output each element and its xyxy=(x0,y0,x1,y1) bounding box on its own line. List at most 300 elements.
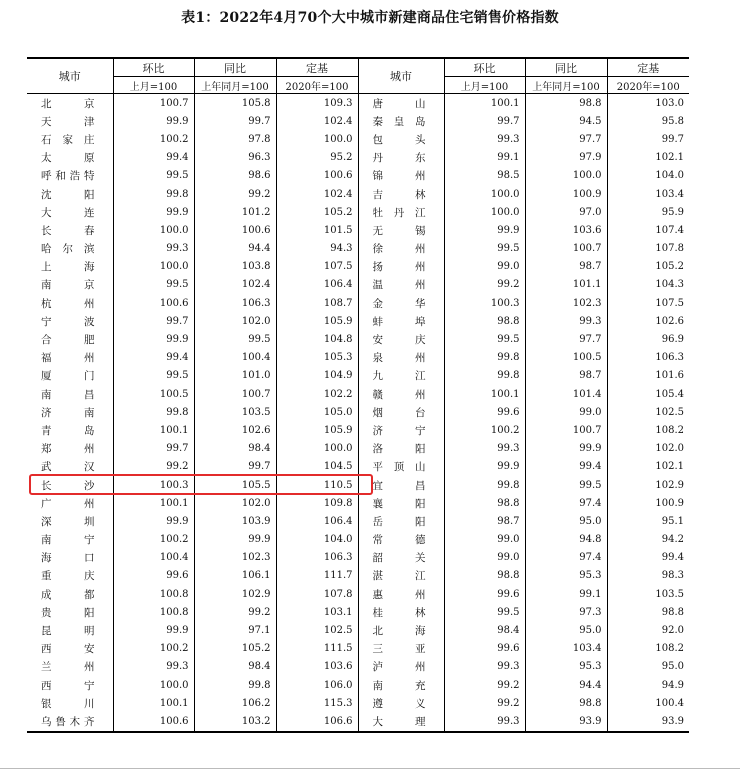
city-name-cell: 蚌埠 xyxy=(358,312,444,330)
yoy-cell: 99.8 xyxy=(194,676,276,694)
mom-cell: 100.4 xyxy=(113,549,194,567)
base-cell: 108.2 xyxy=(655,424,684,436)
city-name-cell: 深圳 xyxy=(27,512,113,530)
yoy-header: 同比 xyxy=(194,58,276,77)
mom-cell: 98.8 xyxy=(444,312,525,330)
mom-cell: 100.0 xyxy=(444,185,525,203)
mom-cell: 99.9 xyxy=(444,458,525,476)
mom-cell: 99.6 xyxy=(444,640,525,658)
base-subheader: 2020年=100 xyxy=(276,77,358,94)
table-row xyxy=(27,349,689,367)
mom-cell: 100.8 xyxy=(113,603,194,621)
mom-cell: 99.5 xyxy=(444,603,525,621)
city-header: 城市 xyxy=(27,58,113,94)
yoy-cell: 94.4 xyxy=(194,240,276,258)
mom-cell: 99.3 xyxy=(444,712,525,731)
yoy-cell: 98.7 xyxy=(525,258,607,276)
yoy-cell: 99.3 xyxy=(525,312,607,330)
table-row xyxy=(27,603,689,621)
city-name-cell: 襄阳 xyxy=(358,494,444,512)
base-cell: 104.5 xyxy=(276,458,358,476)
mom-cell: 100.0 xyxy=(113,221,194,239)
mom-cell: 100.2 xyxy=(113,531,194,549)
yoy-cell: 98.7 xyxy=(525,367,607,385)
city-name-cell: 贵阳 xyxy=(27,603,113,621)
base-cell: 106.3 xyxy=(276,549,358,567)
table-row xyxy=(27,621,689,639)
yoy-cell: 105.2 xyxy=(194,640,276,658)
base-cell: 107.4 xyxy=(655,224,684,236)
city-name-cell: 长春 xyxy=(27,221,113,239)
city-name-cell: 重庆 xyxy=(27,567,113,585)
yoy-cell: 99.7 xyxy=(194,458,276,476)
mom-cell: 99.2 xyxy=(113,458,194,476)
mom-cell: 100.1 xyxy=(444,385,525,403)
city-name-cell: 洛阳 xyxy=(358,440,444,458)
base-cell: 102.2 xyxy=(276,385,358,403)
table-row xyxy=(27,185,689,203)
base-cell: 103.6 xyxy=(276,658,358,676)
yoy-cell: 102.3 xyxy=(194,549,276,567)
base-cell: 102.9 xyxy=(655,479,684,491)
table-row xyxy=(27,258,689,276)
base-cell: 100.9 xyxy=(655,497,684,509)
mom-cell: 99.9 xyxy=(113,112,194,130)
mom-cell: 100.0 xyxy=(113,676,194,694)
mom-cell: 99.5 xyxy=(444,330,525,348)
city-name-cell: 西宁 xyxy=(27,676,113,694)
base-header: 定基 xyxy=(607,58,689,77)
city-name-cell: 宁波 xyxy=(27,312,113,330)
mom-cell: 100.5 xyxy=(113,385,194,403)
table-row xyxy=(27,658,689,676)
mom-cell: 99.5 xyxy=(444,240,525,258)
yoy-cell: 97.8 xyxy=(194,130,276,148)
base-cell: 107.8 xyxy=(276,585,358,603)
mom-cell: 98.8 xyxy=(444,567,525,585)
base-cell: 106.0 xyxy=(276,676,358,694)
city-name-cell: 厦门 xyxy=(27,367,113,385)
base-cell: 105.2 xyxy=(655,261,684,273)
yoy-cell: 100.0 xyxy=(525,167,607,185)
city-name-cell: 济宁 xyxy=(358,421,444,439)
base-cell: 92.0 xyxy=(661,625,684,637)
base-cell: 100.0 xyxy=(276,440,358,458)
yoy-cell: 94.8 xyxy=(525,531,607,549)
yoy-cell: 99.1 xyxy=(525,585,607,603)
base-cell: 105.4 xyxy=(655,388,684,400)
yoy-cell: 99.2 xyxy=(194,603,276,621)
city-name-cell: 韶关 xyxy=(358,549,444,567)
base-cell: 108.2 xyxy=(655,643,684,655)
mom-cell: 99.5 xyxy=(113,167,194,185)
city-name-cell: 天津 xyxy=(27,112,113,130)
base-cell: 105.9 xyxy=(276,421,358,439)
base-cell: 110.5 xyxy=(276,476,358,494)
mom-cell: 100.3 xyxy=(113,476,194,494)
base-cell: 104.0 xyxy=(276,531,358,549)
base-cell: 95.0 xyxy=(661,661,684,673)
mom-cell: 99.8 xyxy=(444,367,525,385)
mom-cell: 99.7 xyxy=(113,440,194,458)
yoy-cell: 102.0 xyxy=(194,312,276,330)
base-cell: 107.5 xyxy=(655,297,684,309)
base-cell: 100.0 xyxy=(276,130,358,148)
city-name-cell: 北海 xyxy=(358,621,444,639)
city-name-cell: 安庆 xyxy=(358,330,444,348)
table-row xyxy=(27,167,689,185)
city-name-cell: 泉州 xyxy=(358,349,444,367)
yoy-cell: 97.1 xyxy=(194,621,276,639)
city-name-cell: 武汉 xyxy=(27,458,113,476)
base-header: 定基 xyxy=(276,58,358,77)
yoy-cell: 103.2 xyxy=(194,712,276,731)
yoy-cell: 102.3 xyxy=(525,294,607,312)
base-cell: 103.1 xyxy=(276,603,358,621)
base-cell: 94.9 xyxy=(661,679,684,691)
mom-cell: 99.3 xyxy=(444,658,525,676)
yoy-cell: 94.4 xyxy=(525,676,607,694)
base-cell: 103.0 xyxy=(655,97,684,109)
table-body xyxy=(27,94,689,732)
table-title: 表1：2022年4月70个大中城市新建商品住宅销售价格指数 xyxy=(181,10,559,26)
yoy-cell: 100.7 xyxy=(194,385,276,403)
table-row xyxy=(27,567,689,585)
mom-cell: 98.4 xyxy=(444,621,525,639)
city-name-cell: 锦州 xyxy=(358,167,444,185)
base-cell: 102.4 xyxy=(276,185,358,203)
city-name-cell: 烟台 xyxy=(358,403,444,421)
city-name-cell: 成都 xyxy=(27,585,113,603)
mom-cell: 99.8 xyxy=(444,476,525,494)
city-name-cell: 青岛 xyxy=(27,421,113,439)
yoy-cell: 97.9 xyxy=(525,149,607,167)
mom-cell: 100.1 xyxy=(113,694,194,712)
mom-cell: 99.9 xyxy=(113,512,194,530)
base-cell: 106.4 xyxy=(276,512,358,530)
base-cell: 100.4 xyxy=(655,697,684,709)
mom-header: 环比 xyxy=(113,58,194,77)
mom-cell: 100.2 xyxy=(113,640,194,658)
city-name-cell: 牡丹江 xyxy=(358,203,444,221)
base-cell: 99.7 xyxy=(661,133,684,145)
base-cell: 111.5 xyxy=(276,640,358,658)
city-name-cell: 岳阳 xyxy=(358,512,444,530)
base-cell: 93.9 xyxy=(607,712,689,731)
mom-header: 环比 xyxy=(444,58,525,77)
mom-cell: 99.9 xyxy=(113,621,194,639)
base-cell: 108.7 xyxy=(276,294,358,312)
city-name-cell: 丹东 xyxy=(358,149,444,167)
table-row xyxy=(27,221,689,239)
mom-cell: 99.3 xyxy=(113,240,194,258)
yoy-cell: 106.3 xyxy=(194,294,276,312)
city-name-cell: 哈尔滨 xyxy=(27,240,113,258)
mom-cell: 99.2 xyxy=(444,694,525,712)
table-row xyxy=(27,240,689,258)
base-cell: 103.4 xyxy=(655,188,684,200)
yoy-cell: 101.4 xyxy=(525,385,607,403)
city-name-cell: 湛江 xyxy=(358,567,444,585)
base-cell: 101.5 xyxy=(276,221,358,239)
base-cell: 102.1 xyxy=(655,152,684,164)
base-cell: 104.0 xyxy=(655,170,684,182)
city-name-cell: 杭州 xyxy=(27,294,113,312)
base-cell: 102.4 xyxy=(276,112,358,130)
base-cell: 104.8 xyxy=(276,330,358,348)
base-cell: 95.8 xyxy=(661,115,684,127)
base-cell: 105.0 xyxy=(276,403,358,421)
city-name-cell: 大理 xyxy=(358,712,444,731)
yoy-cell: 103.9 xyxy=(194,512,276,530)
yoy-cell: 96.3 xyxy=(194,149,276,167)
yoy-cell: 103.5 xyxy=(194,403,276,421)
mom-cell: 99.1 xyxy=(444,149,525,167)
table-row xyxy=(27,385,689,403)
yoy-cell: 100.5 xyxy=(525,349,607,367)
city-name-cell: 海口 xyxy=(27,549,113,567)
mom-cell: 99.5 xyxy=(113,276,194,294)
mom-cell: 99.7 xyxy=(444,112,525,130)
city-name-cell: 唐山 xyxy=(358,94,444,113)
city-name-cell: 徐州 xyxy=(358,240,444,258)
base-cell: 98.3 xyxy=(661,570,684,582)
yoy-cell: 102.9 xyxy=(194,585,276,603)
table-row xyxy=(27,403,689,421)
base-cell: 115.3 xyxy=(276,694,358,712)
yoy-cell: 95.0 xyxy=(525,512,607,530)
base-cell: 102.0 xyxy=(655,443,684,455)
city-name-cell: 太原 xyxy=(27,149,113,167)
mom-cell: 100.7 xyxy=(113,94,194,113)
yoy-cell: 103.6 xyxy=(525,221,607,239)
yoy-cell: 100.7 xyxy=(525,421,607,439)
mom-cell: 99.8 xyxy=(113,403,194,421)
yoy-cell: 105.8 xyxy=(194,94,276,113)
mom-cell: 99.3 xyxy=(113,658,194,676)
base-cell: 105.2 xyxy=(276,203,358,221)
table-row xyxy=(27,130,689,148)
city-name-cell: 南京 xyxy=(27,276,113,294)
yoy-cell: 103.8 xyxy=(194,258,276,276)
table-row xyxy=(27,276,689,294)
yoy-cell: 102.6 xyxy=(194,421,276,439)
yoy-cell: 95.3 xyxy=(525,658,607,676)
table-row xyxy=(27,203,689,221)
city-name-cell: 无锡 xyxy=(358,221,444,239)
city-name-cell: 郑州 xyxy=(27,440,113,458)
city-name-cell: 九江 xyxy=(358,367,444,385)
city-name-cell: 沈阳 xyxy=(27,185,113,203)
yoy-cell: 95.3 xyxy=(525,567,607,585)
base-cell: 100.6 xyxy=(276,167,358,185)
table-row xyxy=(27,440,689,458)
city-name-cell: 温州 xyxy=(358,276,444,294)
mom-cell: 98.7 xyxy=(444,512,525,530)
base-cell: 104.9 xyxy=(276,367,358,385)
city-name-cell: 桂林 xyxy=(358,603,444,621)
yoy-cell: 106.2 xyxy=(194,694,276,712)
table-row xyxy=(27,367,689,385)
yoy-cell: 102.4 xyxy=(194,276,276,294)
city-name-cell: 三亚 xyxy=(358,640,444,658)
base-cell: 103.5 xyxy=(655,588,684,600)
table-row xyxy=(27,676,689,694)
yoy-cell: 97.7 xyxy=(525,130,607,148)
base-cell: 96.9 xyxy=(661,334,684,346)
table-row xyxy=(27,694,689,712)
city-header: 城市 xyxy=(358,58,444,94)
city-name-cell: 南充 xyxy=(358,676,444,694)
base-cell: 106.3 xyxy=(655,352,684,364)
base-cell: 105.9 xyxy=(276,312,358,330)
mom-cell: 99.0 xyxy=(444,258,525,276)
city-name-cell: 泸州 xyxy=(358,658,444,676)
table-row xyxy=(27,640,689,658)
yoy-cell: 99.2 xyxy=(194,185,276,203)
mom-cell: 100.6 xyxy=(113,712,194,731)
base-cell: 102.6 xyxy=(655,315,684,327)
base-cell: 105.3 xyxy=(276,349,358,367)
mom-cell: 99.3 xyxy=(444,130,525,148)
city-name-cell: 乌鲁木齐 xyxy=(27,712,113,731)
city-name-cell: 广州 xyxy=(27,494,113,512)
table-row xyxy=(27,585,689,603)
city-name-cell: 常德 xyxy=(358,531,444,549)
yoy-subheader: 上年同月=100 xyxy=(194,77,276,94)
table-row xyxy=(27,512,689,530)
yoy-header: 同比 xyxy=(525,58,607,77)
yoy-cell: 98.8 xyxy=(525,694,607,712)
mom-cell: 99.9 xyxy=(113,203,194,221)
city-name-cell: 呼和浩特 xyxy=(27,167,113,185)
yoy-cell: 99.5 xyxy=(525,476,607,494)
city-name-cell: 合肥 xyxy=(27,330,113,348)
yoy-cell: 97.3 xyxy=(525,603,607,621)
header-row-1 xyxy=(27,58,689,77)
city-name-cell: 西安 xyxy=(27,640,113,658)
city-name-cell: 吉林 xyxy=(358,185,444,203)
yoy-cell: 99.7 xyxy=(194,112,276,130)
base-cell: 107.8 xyxy=(655,243,684,255)
table-row xyxy=(27,112,689,130)
mom-cell: 99.5 xyxy=(113,367,194,385)
yoy-cell: 99.9 xyxy=(525,440,607,458)
city-name-cell: 惠州 xyxy=(358,585,444,603)
table-row xyxy=(27,531,689,549)
city-name-cell: 扬州 xyxy=(358,258,444,276)
mom-cell: 99.6 xyxy=(444,585,525,603)
yoy-cell: 99.5 xyxy=(194,330,276,348)
yoy-subheader: 上年同月=100 xyxy=(525,77,607,94)
table-row xyxy=(27,330,689,348)
mom-cell: 100.0 xyxy=(444,203,525,221)
base-cell: 95.9 xyxy=(661,206,684,218)
mom-cell: 98.5 xyxy=(444,167,525,185)
base-cell: 102.5 xyxy=(276,621,358,639)
city-name-cell: 秦皇岛 xyxy=(358,112,444,130)
yoy-cell: 105.5 xyxy=(194,476,276,494)
yoy-cell: 99.9 xyxy=(194,531,276,549)
city-name-cell: 长沙 xyxy=(27,476,113,494)
base-cell: 109.8 xyxy=(276,494,358,512)
mom-cell: 99.3 xyxy=(444,440,525,458)
mom-cell: 98.8 xyxy=(444,494,525,512)
mom-cell: 99.8 xyxy=(444,349,525,367)
city-name-cell: 赣州 xyxy=(358,385,444,403)
yoy-cell: 100.4 xyxy=(194,349,276,367)
base-cell: 94.3 xyxy=(276,240,358,258)
yoy-cell: 95.0 xyxy=(525,621,607,639)
mom-cell: 99.6 xyxy=(444,403,525,421)
base-cell: 106.4 xyxy=(276,276,358,294)
yoy-cell: 99.0 xyxy=(525,403,607,421)
yoy-cell: 93.9 xyxy=(525,712,607,731)
mom-cell: 100.6 xyxy=(113,294,194,312)
yoy-cell: 100.9 xyxy=(525,185,607,203)
price-index-table xyxy=(27,57,689,733)
yoy-cell: 101.1 xyxy=(525,276,607,294)
city-name-cell: 福州 xyxy=(27,349,113,367)
mom-cell: 99.8 xyxy=(113,185,194,203)
base-cell: 98.8 xyxy=(661,606,684,618)
mom-cell: 99.0 xyxy=(444,549,525,567)
yoy-cell: 106.1 xyxy=(194,567,276,585)
bottom-divider xyxy=(0,768,740,769)
base-cell: 94.2 xyxy=(661,534,684,546)
table-row xyxy=(27,312,689,330)
mom-cell: 99.7 xyxy=(113,312,194,330)
yoy-cell: 97.4 xyxy=(525,549,607,567)
mom-subheader: 上月=100 xyxy=(113,77,194,94)
mom-cell: 99.6 xyxy=(113,567,194,585)
city-name-cell: 兰州 xyxy=(27,658,113,676)
mom-cell: 100.1 xyxy=(113,421,194,439)
base-cell: 102.1 xyxy=(655,461,684,473)
mom-cell: 100.3 xyxy=(444,294,525,312)
yoy-cell: 94.5 xyxy=(525,112,607,130)
base-cell: 107.5 xyxy=(276,258,358,276)
table-row xyxy=(27,94,689,113)
city-name-cell: 上海 xyxy=(27,258,113,276)
base-cell: 95.2 xyxy=(276,149,358,167)
mom-cell: 100.0 xyxy=(113,258,194,276)
highlight-box xyxy=(29,474,373,495)
city-name-cell: 平顶山 xyxy=(358,458,444,476)
mom-cell: 100.8 xyxy=(113,585,194,603)
yoy-cell: 98.8 xyxy=(525,94,607,113)
base-subheader: 2020年=100 xyxy=(607,77,689,94)
mom-cell: 99.2 xyxy=(444,676,525,694)
mom-cell: 100.1 xyxy=(113,494,194,512)
mom-cell: 100.2 xyxy=(444,421,525,439)
mom-cell: 99.4 xyxy=(113,349,194,367)
mom-cell: 100.2 xyxy=(113,130,194,148)
yoy-cell: 102.0 xyxy=(194,494,276,512)
city-name-cell: 昆明 xyxy=(27,621,113,639)
base-cell: 102.5 xyxy=(655,406,684,418)
yoy-cell: 98.4 xyxy=(194,440,276,458)
yoy-cell: 101.2 xyxy=(194,203,276,221)
yoy-cell: 98.4 xyxy=(194,658,276,676)
table-row xyxy=(27,294,689,312)
city-name-cell: 南昌 xyxy=(27,385,113,403)
base-cell: 106.6 xyxy=(276,712,358,731)
mom-cell: 100.1 xyxy=(444,94,525,113)
city-name-cell: 金华 xyxy=(358,294,444,312)
city-name-cell: 大连 xyxy=(27,203,113,221)
base-cell: 109.3 xyxy=(276,94,358,113)
